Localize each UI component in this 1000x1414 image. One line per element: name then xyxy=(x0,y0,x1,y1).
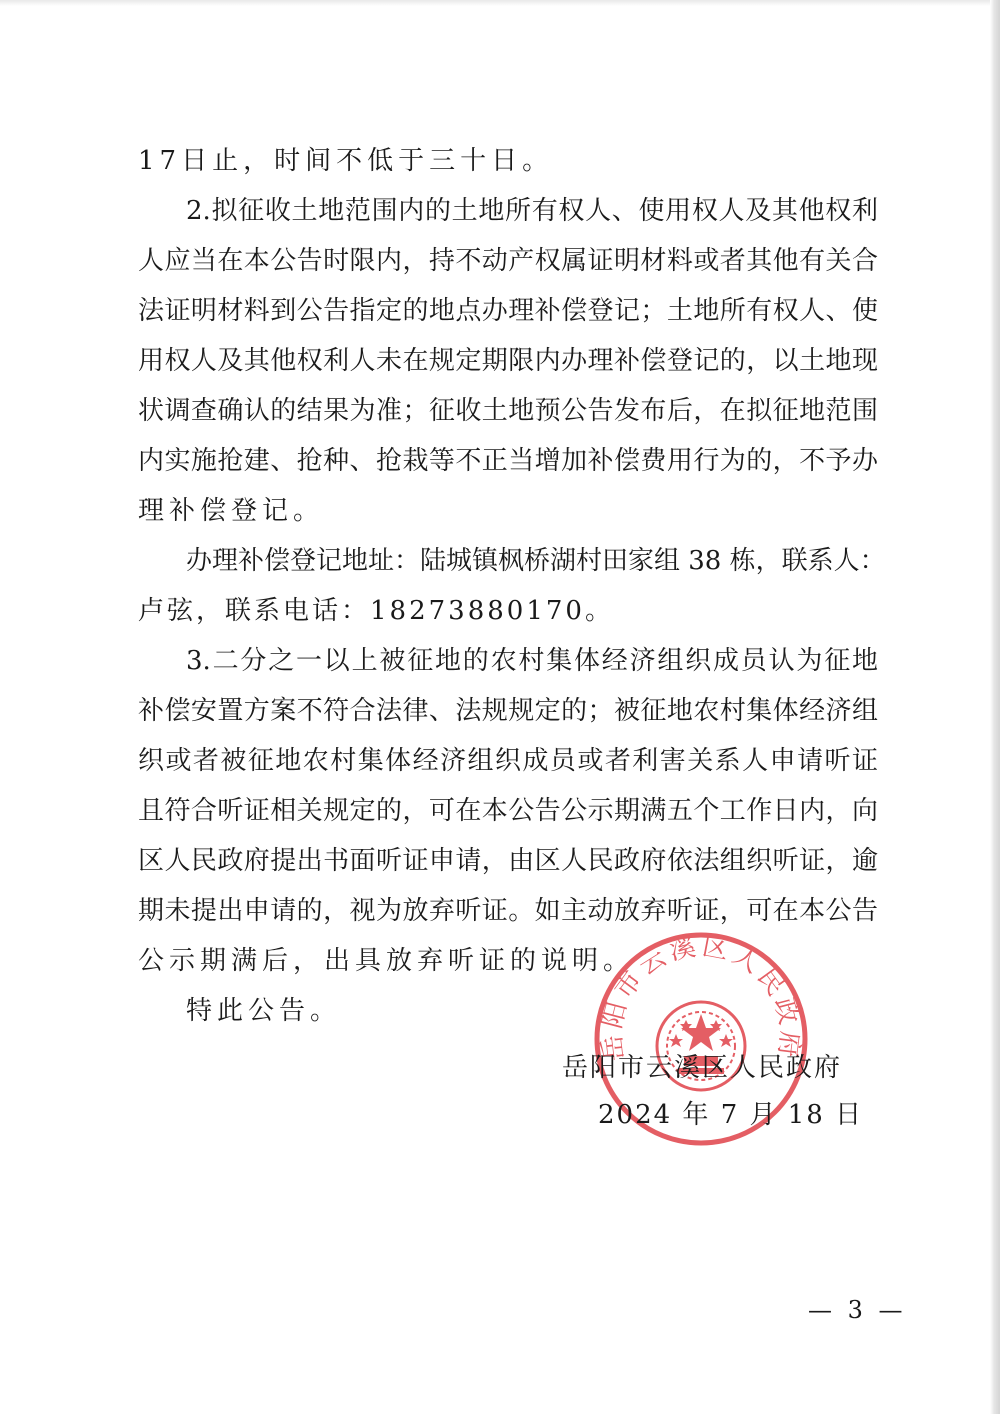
text-line: 3.二分之一以上被征地的农村集体经济组织成员认为征地 xyxy=(186,646,878,676)
text-line: 17日止，时间不低于三十日。 xyxy=(138,146,554,176)
issue-date: 2024 年 7 月 18 日 xyxy=(598,1100,864,1130)
text-line: 区人民政府提出书面听证申请，由区人民政府依法组织听证，逾 xyxy=(138,846,878,876)
text-line: 人应当在本公告时限内，持不动产权属证明材料或者其他有关合 xyxy=(138,246,878,276)
text-line: 且符合听证相关规定的，可在本公告公示期满五个工作日内，向 xyxy=(138,796,878,826)
seal-ring-text: 岳阳市云溪区人民政府 xyxy=(596,931,806,1063)
text-line: 卢弦，联系电话：18273880170。 xyxy=(138,596,614,626)
page-number: — 3 — xyxy=(808,1296,907,1324)
text-line: 法证明材料到公告指定的地点办理补偿登记；土地所有权人、使 xyxy=(138,296,878,326)
closing-text: 特此公告。 xyxy=(186,996,342,1026)
text-line: 办理补偿登记地址：陆城镇枫桥湖村田家组 38 栋，联系人： xyxy=(186,546,886,576)
scan-edge-right xyxy=(990,0,1000,1414)
text-line: 补偿安置方案不符合法律、法规规定的；被征地农村集体经济组 xyxy=(138,696,878,726)
text-line: 用权人及其他权利人未在规定期限内办理补偿登记的，以土地现 xyxy=(138,346,878,376)
issuing-organization: 岳阳市云溪区人民政府 xyxy=(562,1053,843,1083)
scan-edge-top xyxy=(0,0,1000,6)
text-line: 织或者被征地农村集体经济组织成员或者利害关系人申请听证 xyxy=(138,746,878,776)
text-line: 内实施抢建、抢种、抢栽等不正当增加补偿费用行为的，不予办 xyxy=(138,446,878,476)
text-line: 公示期满后，出具放弃听证的说明。 xyxy=(138,946,635,976)
text-line: 2.拟征收土地范围内的土地所有权人、使用权人及其他权利 xyxy=(186,196,878,226)
text-line: 期未提出申请的，视为放弃听证。如主动放弃听证，可在本公告 xyxy=(138,896,878,926)
text-line: 状调查确认的结果为准；征收土地预公告发布后，在拟征地范围 xyxy=(138,396,878,426)
text-line: 理补偿登记。 xyxy=(138,496,325,526)
